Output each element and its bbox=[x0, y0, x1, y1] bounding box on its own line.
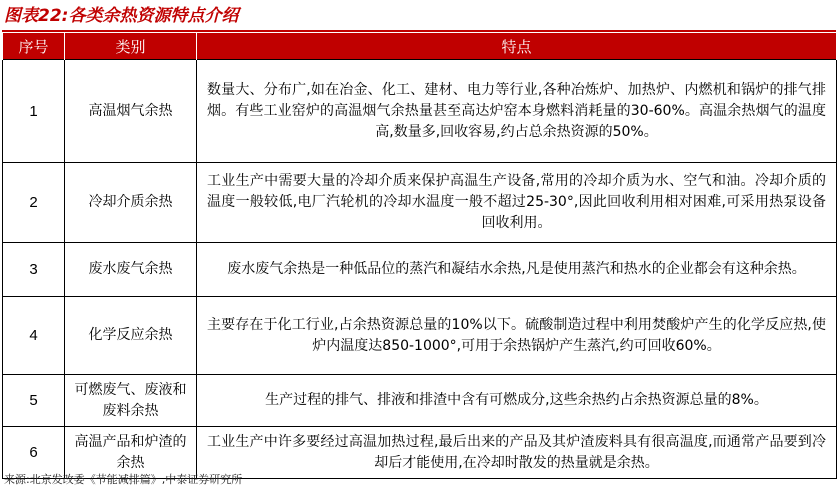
row-feature: 工业生产中需要大量的冷却介质来保护高温生产设备,常用的冷却介质为水、空气和油。冷却介质的温度一般较低,电厂汽轮机的冷却水温度一般不超过25-30°,因此回收利用相对困难,可采用热泵设备回收利用。 bbox=[197, 163, 837, 243]
table-row bbox=[3, 243, 837, 297]
table-row bbox=[3, 297, 837, 375]
row-no: 4 bbox=[3, 297, 65, 375]
table-row bbox=[3, 427, 837, 479]
row-feature: 主要存在于化工行业,占余热资源总量的10%以下。硫酸制造过程中利用焚酸炉产生的化学反应热,使炉内温度达850-1000°,可用于余热锅炉产生蒸汽,约可回收60%。 bbox=[197, 297, 837, 375]
table-header-row bbox=[3, 33, 837, 60]
header-no: 序号 bbox=[3, 33, 65, 60]
row-no: 2 bbox=[3, 163, 65, 243]
row-feature: 数量大、分布广,如在冶金、化工、建材、电力等行业,各种冶炼炉、加热炉、内燃机和锅炉的排气排烟。有些工业窑炉的高温烟气余热量甚至高达炉窑本身燃料消耗量的30-60%。高温余热烟气的温度高,数量多,回收容易,约占总余热资源的50%。 bbox=[197, 60, 837, 163]
header-feature: 特点 bbox=[197, 33, 837, 60]
row-no: 5 bbox=[3, 375, 65, 427]
row-category: 化学反应余热 bbox=[65, 297, 197, 375]
row-feature: 废水废气余热是一种低品位的蒸汽和凝结水余热,凡是使用蒸汽和热水的企业都会有这种余热。 bbox=[197, 243, 837, 297]
row-category: 废水废气余热 bbox=[65, 243, 197, 297]
row-no: 3 bbox=[3, 243, 65, 297]
figure-title: 图表22:各类余热资源特点介绍 bbox=[4, 6, 239, 26]
row-no: 1 bbox=[3, 60, 65, 163]
waste-heat-table bbox=[2, 33, 837, 479]
source-note: 来源:北京发改委《节能减排篇》,中泰证券研究所 bbox=[4, 473, 243, 486]
row-category: 高温产品和炉渣的余热 bbox=[65, 427, 197, 479]
row-no: 6 bbox=[3, 427, 65, 479]
row-feature: 生产过程的排气、排液和排渣中含有可燃成分,这些余热约占余热资源总量的8%。 bbox=[197, 375, 837, 427]
title-divider bbox=[2, 30, 836, 32]
row-category: 可燃废气、废液和废料余热 bbox=[65, 375, 197, 427]
row-feature: 工业生产中许多要经过高温加热过程,最后出来的产品及其炉渣废料具有很高温度,而通常产品要到冷却后才能使用,在冷却时散发的热量就是余热。 bbox=[197, 427, 837, 479]
table-row bbox=[3, 60, 837, 163]
row-category: 高温烟气余热 bbox=[65, 60, 197, 163]
header-category: 类别 bbox=[65, 33, 197, 60]
table-row bbox=[3, 375, 837, 427]
row-category: 冷却介质余热 bbox=[65, 163, 197, 243]
table-row bbox=[3, 163, 837, 243]
